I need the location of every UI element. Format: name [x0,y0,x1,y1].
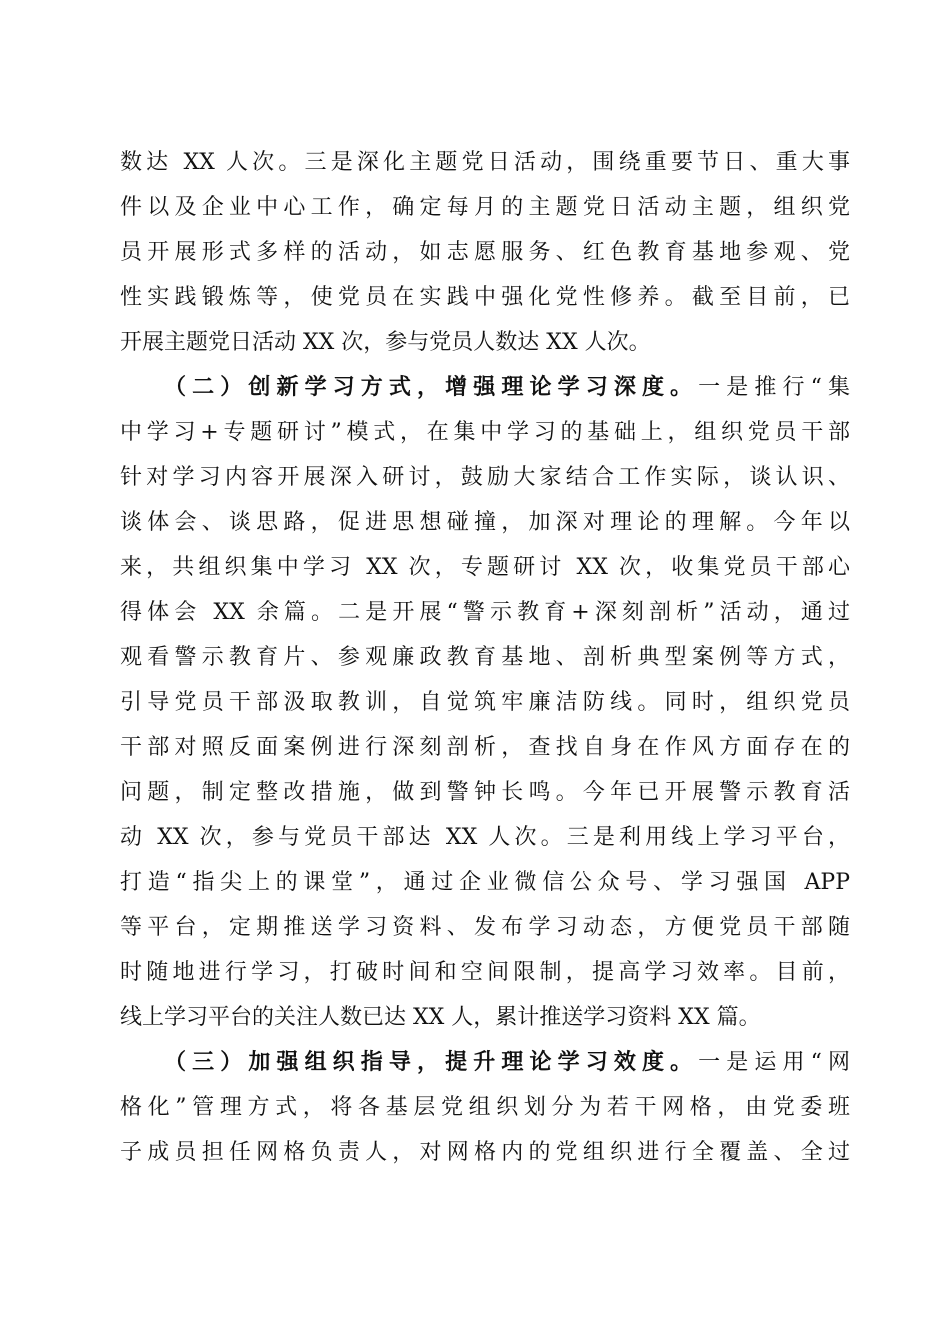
paragraph-line: 打造“指尖上的课堂”，通过企业微信公众号、学习强国 APP [120,870,850,895]
paragraph-line: 线上学习平台的关注人数已达 XX 人，累计推送学习资料 XX 篇。 [120,1005,761,1030]
section-three-first-line [120,1040,850,1085]
section-three-heading: （三）加强组织指导，提升理论学习效度。 [164,1049,699,1075]
paragraph-line: 动 XX 次，参与党员干部达 XX 人次。三是利用线上学习平台， [120,825,850,850]
paragraph-line: 件以及企业中心工作，确定每月的主题党日活动主题，组织党 [120,195,850,220]
paragraph-line: 性实践锻炼等，使党员在实践中强化党性修养。截至目前，已 [120,285,850,310]
document-body [120,140,850,1175]
paragraph-line: 得体会 XX 余篇。二是开展“警示教育+深刻剖析”活动，通过 [120,600,850,625]
paragraph-line: 中学习+专题研讨”模式，在集中学习的基础上，组织党员干部 [120,420,850,445]
paragraph-line: 问题，制定整改措施，做到警钟长鸣。今年已开展警示教育活 [120,780,850,805]
paragraph-line: 格化”管理方式，将各基层党组织划分为若干网格，由党委班 [120,1095,850,1120]
paragraph-line: 针对学习内容开展深入研讨，鼓励大家结合工作实际，谈认识、 [120,465,850,490]
paragraph-line: 等平台，定期推送学习资料、发布学习动态，方便党员干部随 [120,915,850,940]
paragraph-line: 来，共组织集中学习 XX 次，专题研讨 XX 次，收集党员干部心 [120,555,850,580]
section-two-lead: 一是推行“集 [698,375,850,400]
section-three-lead: 一是运用“网 [698,1050,850,1075]
paragraph-line: 员开展形式多样的活动，如志愿服务、红色教育基地参观、党 [120,240,850,265]
paragraph-line: 干部对照反面案例进行深刻剖析，查找自身在作风方面存在的 [120,735,850,760]
paragraph-line: 子成员担任网格负责人，对网格内的党组织进行全覆盖、全过 [120,1140,850,1165]
paragraph-line: 开展主题党日活动 XX 次，参与党员人数达 XX 人次。 [120,330,651,355]
section-two-first-line [120,365,850,410]
paragraph-line: 时随地进行学习，打破时间和空间限制，提高学习效率。目前， [120,960,850,985]
paragraph-line: 引导党员干部汲取教训，自觉筑牢廉洁防线。同时，组织党员 [120,690,850,715]
paragraph-line: 数达 XX 人次。三是深化主题党日活动，围绕重要节日、重大事 [120,150,850,175]
paragraph-line: 谈体会、谈思路，促进思想碰撞，加深对理论的理解。今年以 [120,510,850,535]
paragraph-line: 观看警示教育片、参观廉政教育基地、剖析典型案例等方式， [120,645,850,670]
section-two-heading: （二）创新学习方式，增强理论学习深度。 [164,374,699,400]
